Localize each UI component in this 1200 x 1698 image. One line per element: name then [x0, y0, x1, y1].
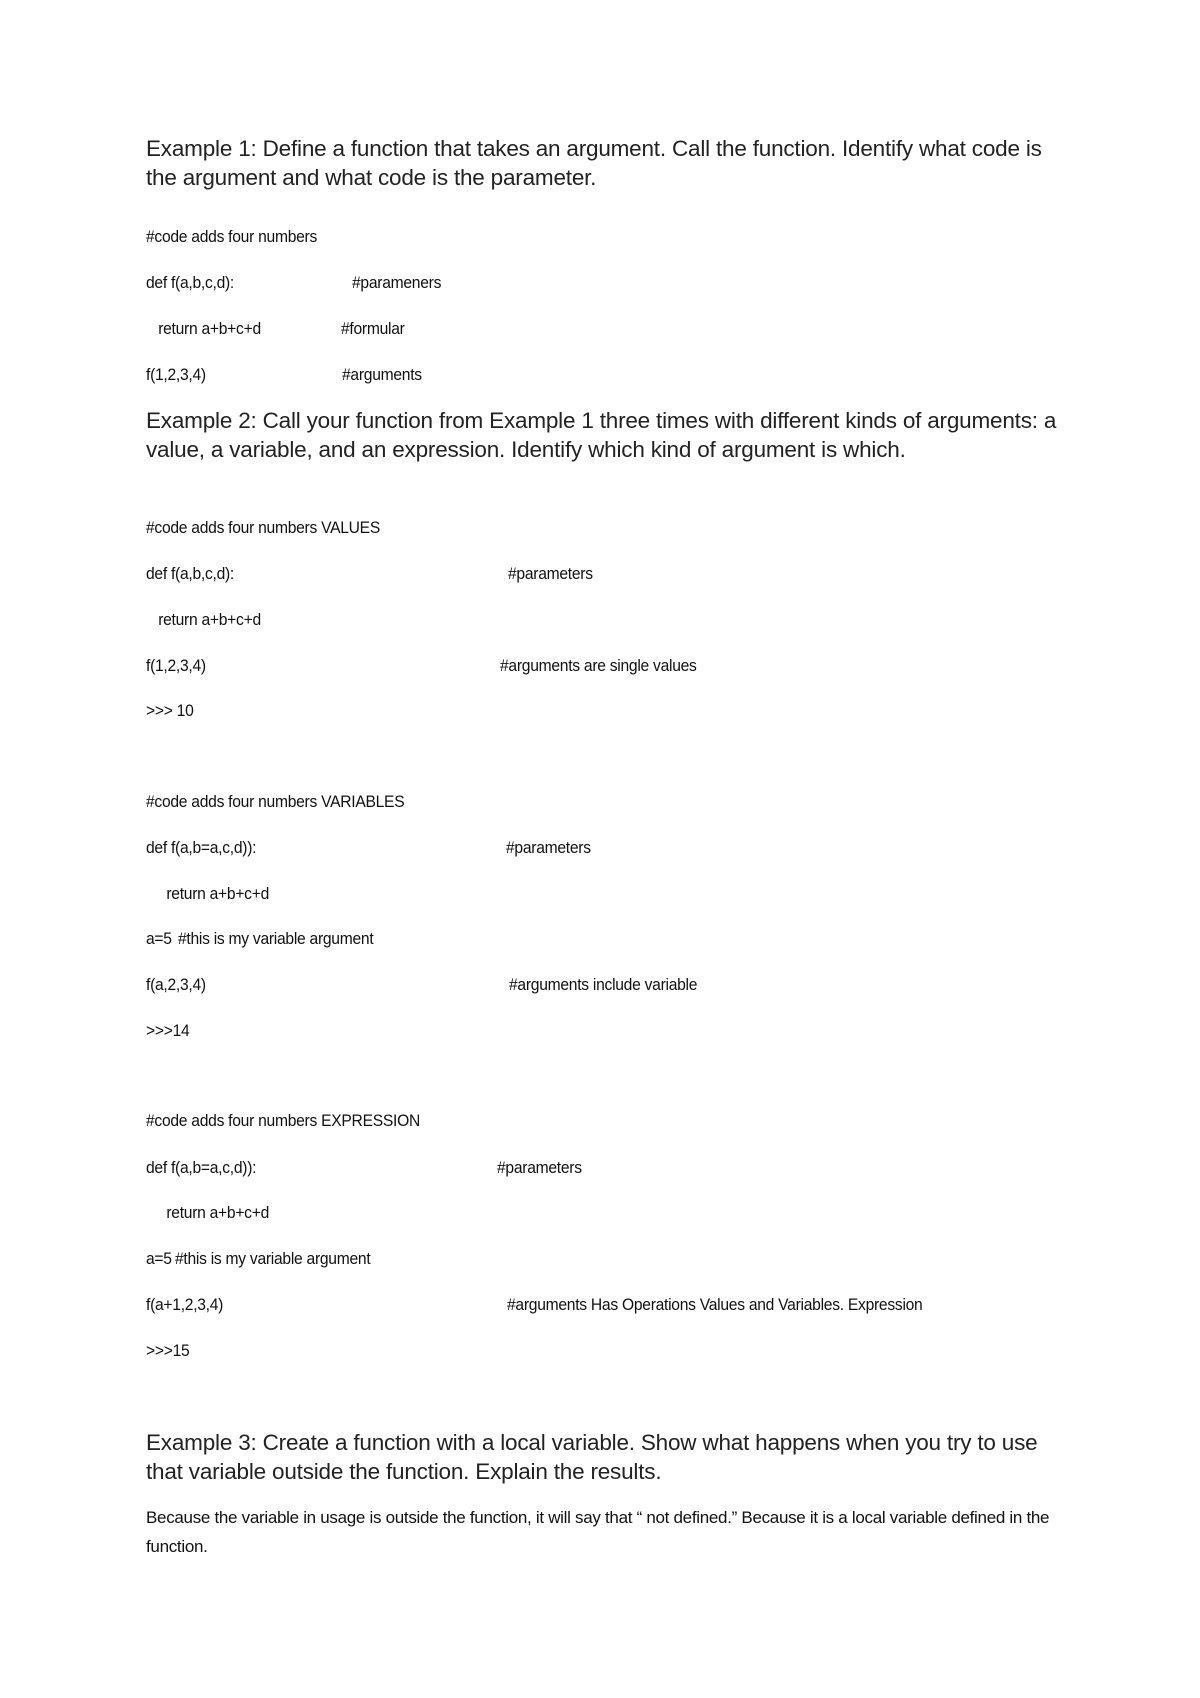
code-comment: #arguments Has Operations Values and Variables. Expression — [507, 1295, 923, 1314]
code-comment: #formular — [341, 319, 405, 338]
code-output: >>>15 — [146, 1341, 190, 1360]
code-comment: #parameters — [506, 838, 591, 857]
code-line-assign: a=5 — [146, 929, 172, 948]
code-comment-line: #code adds four numbers VARIABLES — [146, 792, 405, 811]
example-1-prompt: Example 1: Define a function that takes an argument. Call the function. Identify what code is the argument and what code is the parameter. — [146, 136, 1042, 190]
code-line-call: f(a,2,3,4) — [146, 975, 206, 994]
code-line-call: f(1,2,3,4) — [146, 656, 206, 675]
code-comment: #parameners — [352, 273, 442, 292]
code-output: >>> 10 — [146, 701, 194, 720]
code-line-return: return a+b+c+d — [146, 1203, 270, 1222]
code-line-return: return a+b+c+d — [146, 884, 270, 903]
code-line-call: f(1,2,3,4) — [146, 365, 206, 384]
code-output: >>>14 — [146, 1021, 190, 1040]
code-comment: #arguments are single values — [500, 656, 697, 675]
code-comment: #arguments — [342, 365, 422, 384]
code-line-def: def f(a,b=a,c,d)): — [146, 838, 257, 857]
code-comment-line: #code adds four numbers — [146, 227, 318, 246]
code-line-return: return a+b+c+d — [146, 610, 261, 629]
code-line-def: def f(a,b,c,d): — [146, 273, 235, 292]
code-comment: #parameters — [508, 564, 593, 583]
code-comment-line: #code adds four numbers VALUES — [146, 518, 380, 537]
code-comment: #arguments include variable — [509, 975, 698, 994]
example-3-prompt: Example 3: Create a function with a local variable. Show what happens when you try to use that variable outside the function. Explain the results. — [146, 1430, 1038, 1484]
code-line-def: def f(a,b,c,d): — [146, 564, 235, 583]
code-line-call: f(a+1,2,3,4) — [146, 1295, 224, 1314]
code-line-return: return a+b+c+d — [146, 319, 261, 338]
example-3-answer: Because the variable in usage is outside the function, it will say that “ not defined.” Because it is a local variable defined in the function. — [146, 1508, 1050, 1556]
code-comment: #this is my variable argument — [178, 929, 374, 948]
code-line-def: def f(a,b=a,c,d)): — [146, 1158, 257, 1177]
code-comment: #parameters — [497, 1158, 582, 1177]
example-2-prompt: Example 2: Call your function from Example 1 three times with different kinds of arguments: a value, a variable, and an expression. Identify which kind of argument is which. — [146, 408, 1057, 462]
code-line-assign: a=5 — [146, 1249, 172, 1268]
code-comment: #this is my variable argument — [175, 1249, 371, 1268]
code-comment-line: #code adds four numbers EXPRESSION — [146, 1111, 421, 1130]
